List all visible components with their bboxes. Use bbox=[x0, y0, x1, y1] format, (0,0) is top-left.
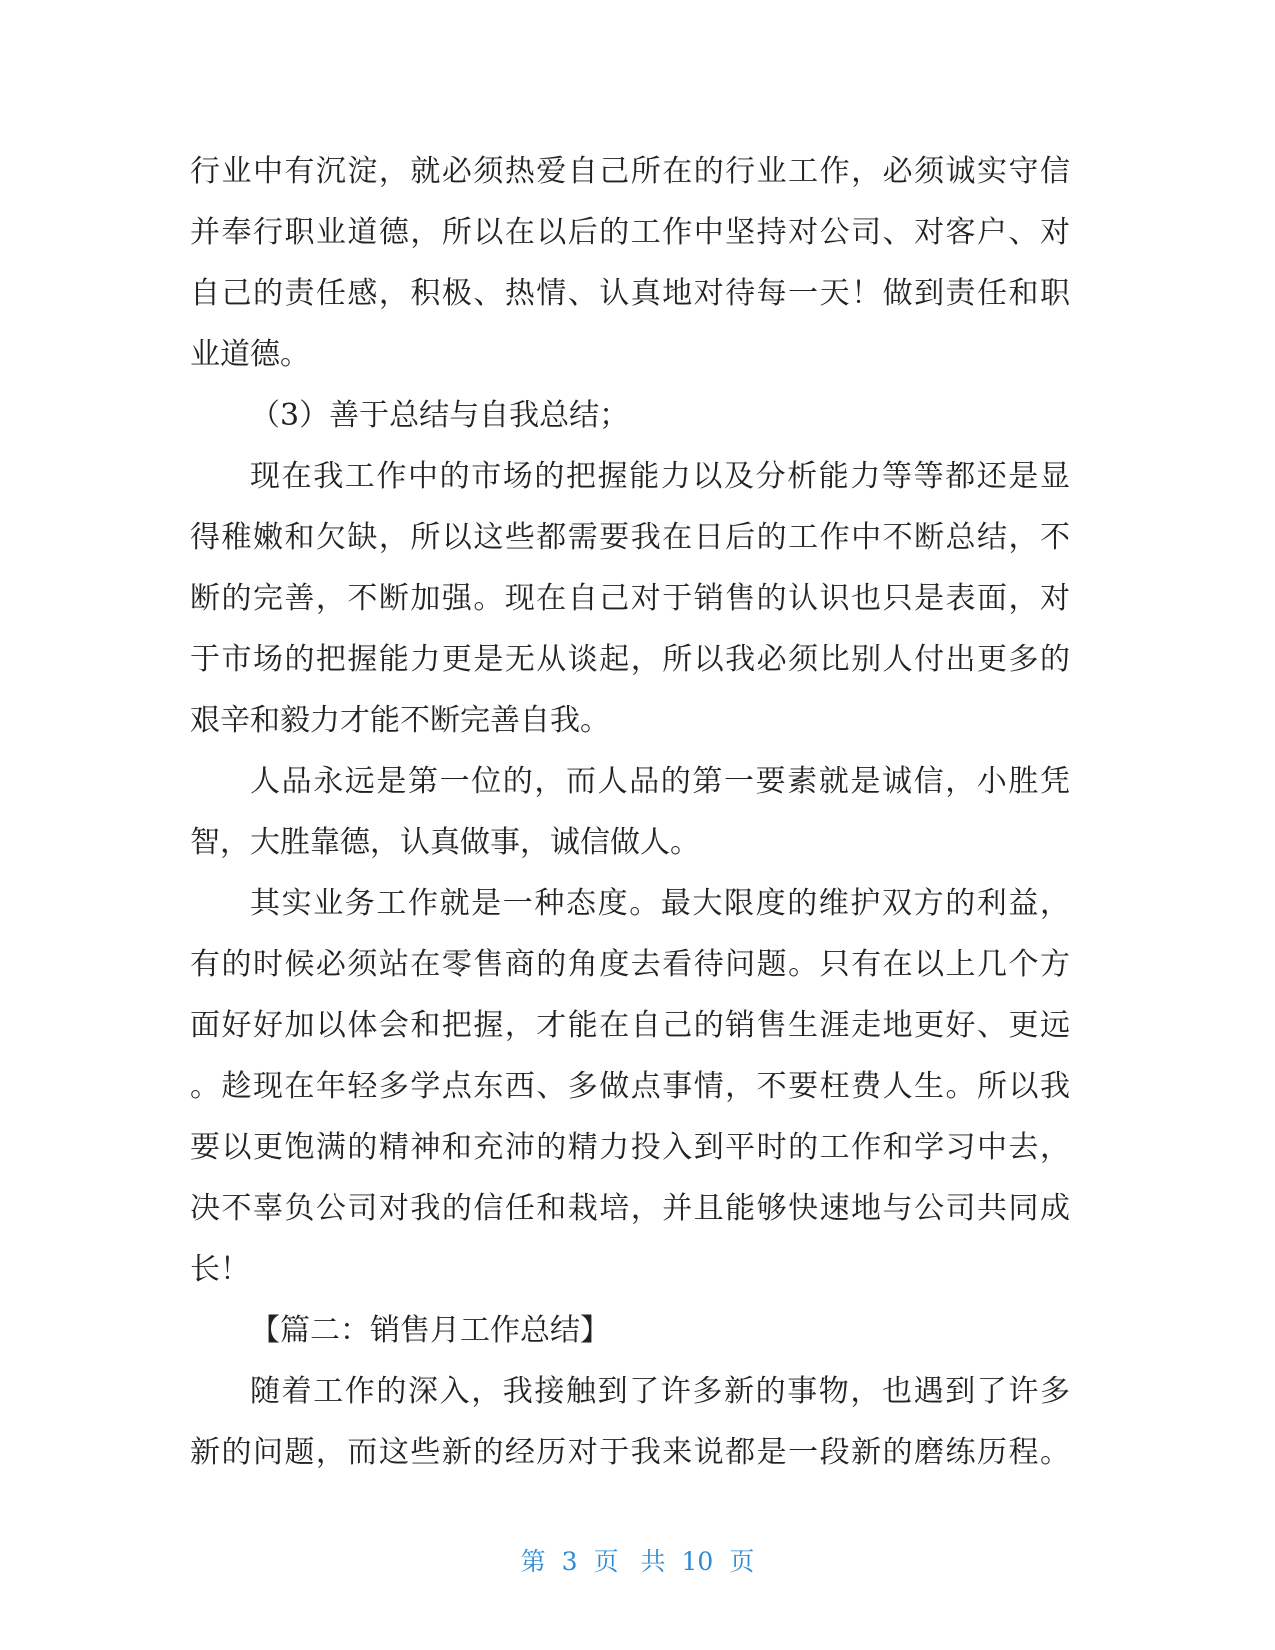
text-line: 长！ bbox=[190, 1252, 250, 1287]
section-heading: （3）善于总结与自我总结； bbox=[250, 398, 630, 433]
total-pages: 10 bbox=[681, 1547, 714, 1576]
text-line: 。趁现在年轻多学点东西、多做点事情，不要枉费人生。所以我 bbox=[190, 1069, 1070, 1104]
text-line: 得稚嫩和欠缺，所以这些都需要我在日后的工作中不断总结，不 bbox=[190, 520, 1070, 555]
section-title: 【篇二：销售月工作总结】 bbox=[250, 1313, 610, 1348]
text-line: 智，大胜靠德，认真做事，诚信做人。 bbox=[190, 825, 700, 860]
text-line: 决不辜负公司对我的信任和栽培，并且能够快速地与公司共同成 bbox=[190, 1191, 1070, 1226]
text-line: 要以更饱满的精神和充沛的精力投入到平时的工作和学习中去， bbox=[190, 1130, 1070, 1165]
page-number: 3 bbox=[561, 1547, 578, 1576]
paragraph-first-line: 现在我工作中的市场的把握能力以及分析能力等等都还是显 bbox=[250, 459, 1070, 494]
text-line: 自己的责任感，积极、热情、认真地对待每一天！做到责任和职 bbox=[190, 276, 1070, 311]
text-line: 面好好加以体会和把握，才能在自己的销售生涯走地更好、更远 bbox=[190, 1008, 1070, 1043]
footer-middle: 页 共 bbox=[593, 1547, 666, 1576]
page-footer bbox=[0, 1542, 1275, 1578]
document-body bbox=[190, 141, 1070, 1483]
paragraph-first-line: 其实业务工作就是一种态度。最大限度的维护双方的利益， bbox=[250, 886, 1070, 921]
text-line: 有的时候必须站在零售商的角度去看待问题。只有在以上几个方 bbox=[190, 947, 1070, 982]
text-line: 行业中有沉淀，就必须热爱自己所在的行业工作，必须诚实守信 bbox=[190, 154, 1070, 189]
text-line: 于市场的把握能力更是无从谈起，所以我必须比别人付出更多的 bbox=[190, 642, 1070, 677]
paragraph-first-line: 人品永远是第一位的，而人品的第一要素就是诚信，小胜凭 bbox=[250, 764, 1070, 799]
text-line: 断的完善，不断加强。现在自己对于销售的认识也只是表面，对 bbox=[190, 581, 1070, 616]
text-line: 艰辛和毅力才能不断完善自我。 bbox=[190, 703, 610, 738]
text-line: 并奉行职业道德，所以在以后的工作中坚持对公司、对客户、对 bbox=[190, 215, 1070, 250]
footer-prefix: 第 bbox=[520, 1547, 546, 1576]
paragraph-first-line: 随着工作的深入，我接触到了许多新的事物，也遇到了许多 bbox=[250, 1374, 1070, 1409]
text-line: 业道德。 bbox=[190, 337, 310, 372]
footer-suffix: 页 bbox=[729, 1547, 755, 1576]
text-line: 新的问题，而这些新的经历对于我来说都是一段新的磨练历程。 bbox=[190, 1435, 1070, 1470]
